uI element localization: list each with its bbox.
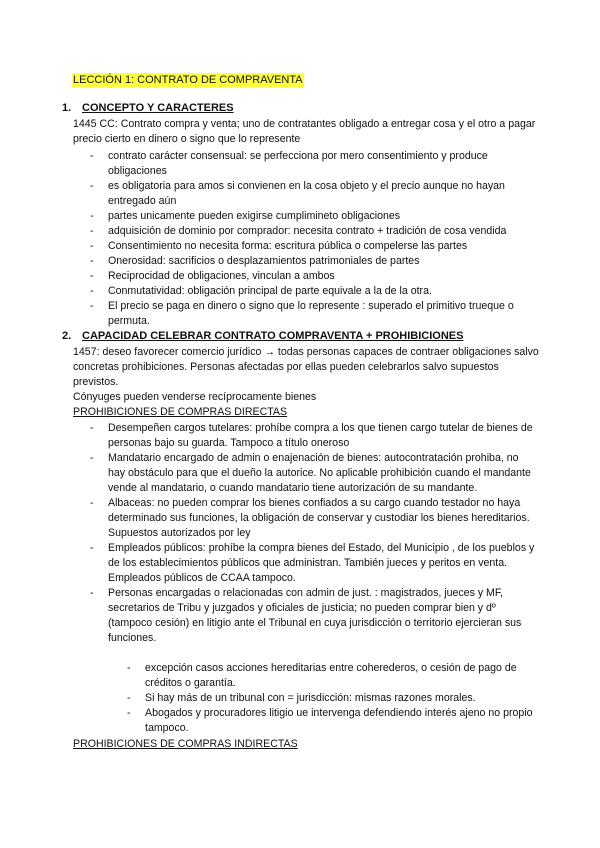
section-1-title: CONCEPTO Y CARACTERES: [82, 102, 234, 114]
list-item: - El precio se paga en dinero o signo que lo represente : superado el primitivo trueque o permuta.: [90, 299, 538, 329]
sub-list-item: - Si hay más de un tribunal con = jurisdicción: mismas razones morales.: [127, 691, 537, 706]
lesson-title: LECCIÓN 1: CONTRATO DE COMPRAVENTA: [73, 74, 303, 86]
list-item: - Empleados públicos: prohíbe la compra bienes del Estado, del Municipio , de los pueblos y de los establecimientos públicos que administran. También jueces y peritos en venta. Empleados públicos de CCAA tampoco.: [90, 541, 538, 586]
list-item: - Personas encargadas o relacionadas con admin de just. : magistrados, jueces y MF, secretarios de Tribu y juzgados y oficiales de justicia; no pueden comprar bien y dº (tampoco cesión) en litigio ante el Tribunal en cuya jurisdicción o territorio ejercieran sus funciones.: [90, 586, 538, 646]
section-1-intro: 1445 CC: Contrato compra y venta; uno de contratantes obligado a entregar cosa y el otro a pagar precio cierto en dinero o signo que lo represente: [73, 118, 536, 145]
list-item: - Consentimiento no necesita forma: escritura pública o compelerse las partes: [90, 239, 538, 254]
indirect-prohibitions-heading: PROHIBICIONES DE COMPRAS INDIRECTAS: [73, 738, 298, 750]
list-item: - Reciprocidad de obligaciones, vinculan a ambos: [90, 269, 538, 284]
section-2-number: 2.: [62, 330, 72, 342]
list-item: - Mandatario encargado de admin o enajenación de bienes: autocontratación prohiba, no hay obstáculo para que el dueño la autorice. No aplicable prohibición cuando el mandante vende al mandatario, o cuando mandatario tiene autorización de su mandante.: [90, 451, 538, 496]
sub-list-item: - Abogados y procuradores litigio ue intervenga defendiendo interés ajeno no propio tampoco.: [127, 706, 537, 736]
list-item: - Albaceas: no pueden comprar los bienes confiados a su cargo cuando testador no haya determinado sus funciones, la obligación de conservar y custodiar los bienes hereditarios. Supuestos autorizados por ley: [90, 496, 538, 541]
sub-list: [127, 661, 537, 736]
section-1-heading: [62, 101, 234, 116]
section-2-title: CAPACIDAD CELEBRAR CONTRATO COMPRAVENTA + PROHIBICIONES: [82, 330, 464, 342]
list-item: - Onerosidad: sacrificios o desplazamientos patrimoniales de partes: [90, 254, 538, 269]
list-item: - Desempeñen cargos tutelares: prohíbe compra a los que tienen cargo tutelar de bienes de personas bajo su guarda. Tampoco a título oneroso: [90, 421, 538, 451]
sub-list-item: - excepción casos acciones hereditarias entre coherederos, o cesión de pago de créditos o garantía.: [127, 661, 537, 691]
section-2-intro: 1457: deseo favorecer comercio jurídico → todas personas capaces de contraer obligaciones salvo concretas prohibiciones. Personas afectadas por ellas pueden celebrarlos salvo supuestos previstos.: [73, 346, 539, 388]
list-item: - adquisición de dominio por comprador: necesita contrato + tradición de cosa vendida: [90, 224, 538, 239]
spouses-note: Cónyuges pueden venderse recíprocamente bienes: [73, 391, 317, 403]
list-item: - contrato carácter consensual: se perfecciona por mero consentimiento y produce obligaciones: [90, 149, 538, 179]
section-2-heading: [62, 329, 463, 344]
direct-prohibitions-list: [90, 421, 538, 646]
list-item: - partes unicamente pueden exigirse cumplimineto obligaciones: [90, 209, 538, 224]
list-item: - Conmutatividad: obligación principal de parte equivale a la de la otra.: [90, 284, 538, 299]
list-item: - es obligatoria para amos si convienen en la cosa objeto y el precio aunque no hayan entregado aún: [90, 179, 538, 209]
section-1-list: [90, 149, 538, 329]
section-1-number: 1.: [62, 102, 72, 114]
direct-prohibitions-heading: PROHIBICIONES DE COMPRAS DIRECTAS: [73, 406, 288, 418]
